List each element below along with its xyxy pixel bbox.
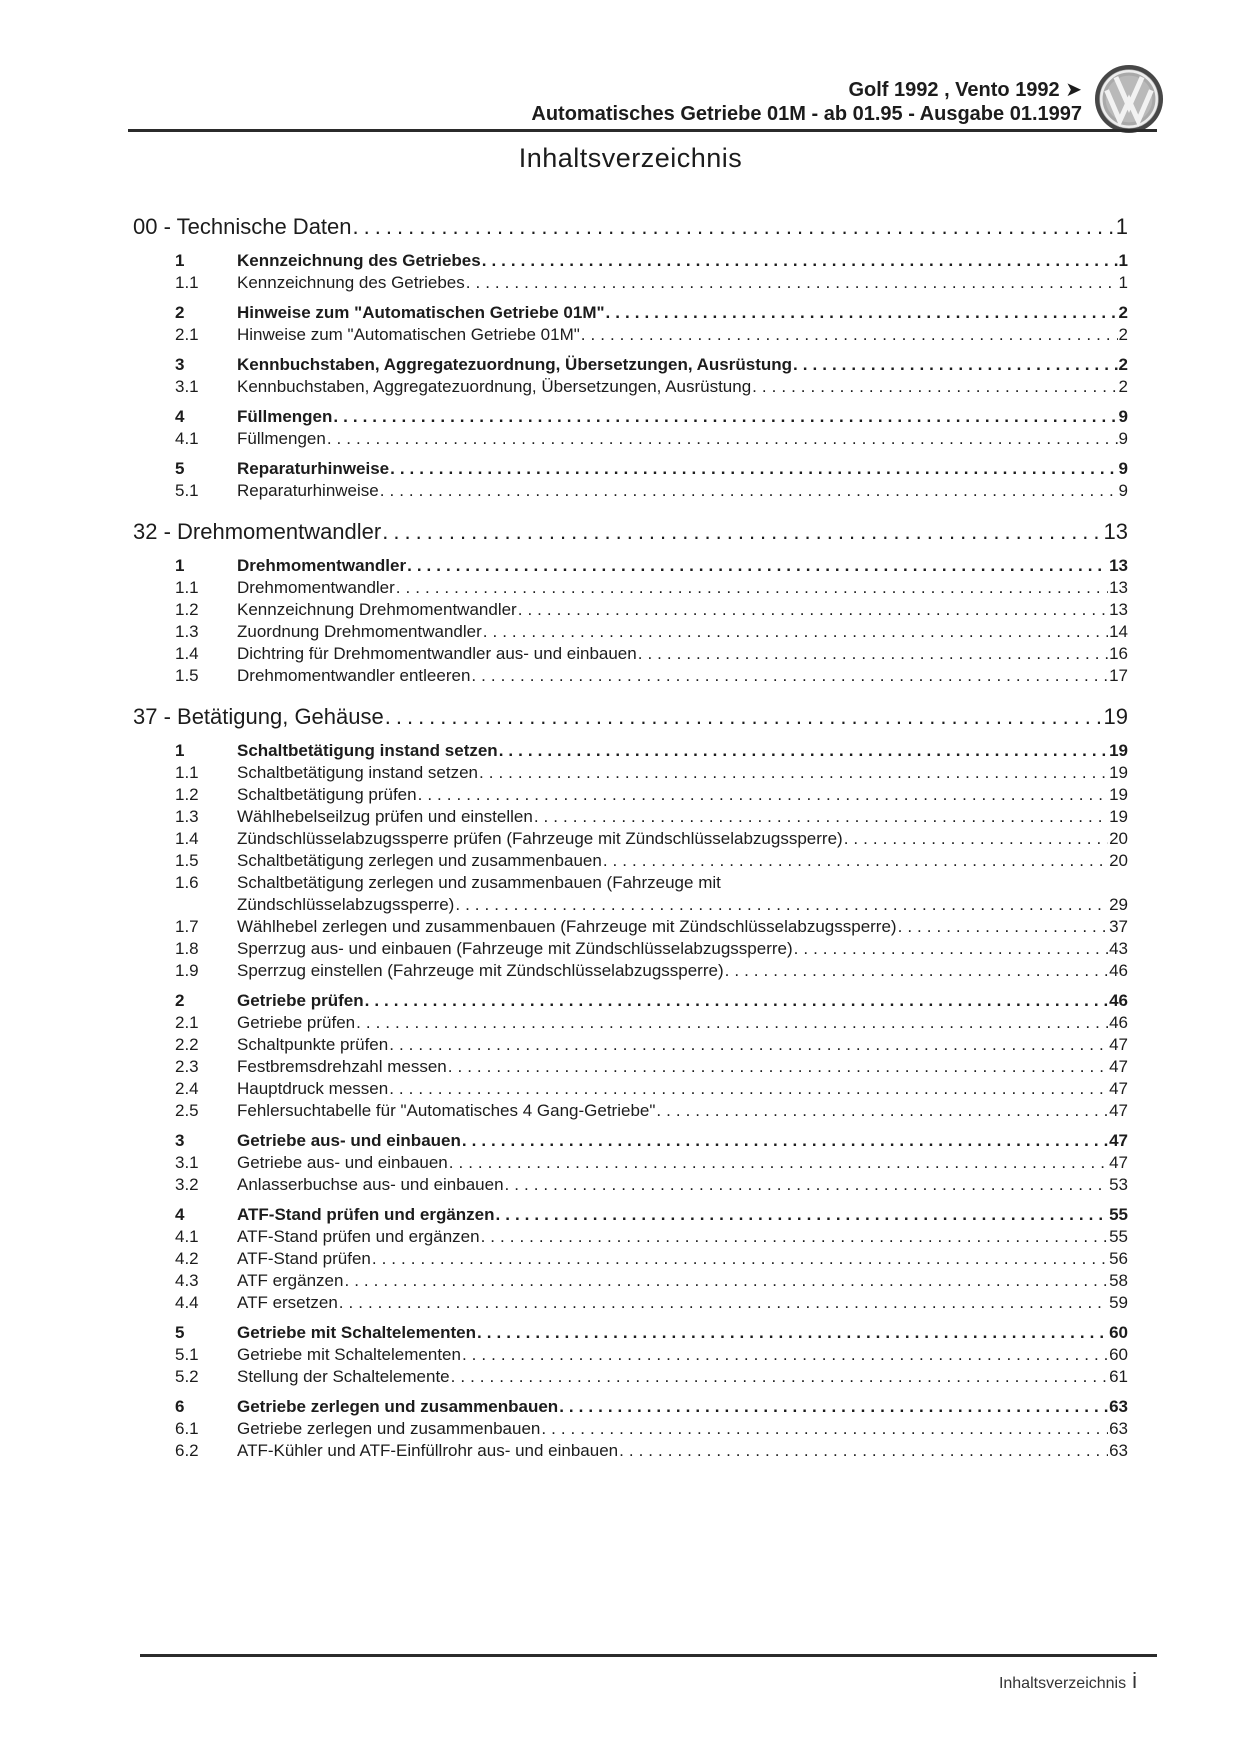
- entry-page-number: 47: [1109, 1035, 1128, 1054]
- toc-entry: [133, 1322, 1128, 1344]
- toc-entry: [133, 1270, 1128, 1292]
- entry-page-number: 53: [1109, 1175, 1128, 1194]
- entry-page-number: 20: [1109, 851, 1128, 870]
- entry-number: 1.9: [175, 961, 199, 980]
- toc-entry: [133, 555, 1128, 577]
- toc-section: [133, 213, 1128, 502]
- entry-title: Stellung der Schaltelemente: [237, 1367, 450, 1386]
- entry-number: 1.4: [175, 829, 199, 848]
- dot-leader: [389, 1078, 1108, 1100]
- toc-entry: [133, 828, 1128, 850]
- toc-entry: [133, 577, 1128, 599]
- entry-number: 1.3: [175, 622, 199, 641]
- entry-title: Kennzeichnung des Getriebes: [237, 273, 465, 292]
- entry-title: Getriebe prüfen: [237, 1013, 356, 1032]
- entry-page-number: 1: [1118, 251, 1128, 270]
- toc-entry: [133, 406, 1128, 428]
- footer-page-number: i: [1132, 1668, 1137, 1693]
- dot-leader: [390, 458, 1117, 480]
- entry-title: Reparaturhinweise: [237, 459, 390, 478]
- section-title: 00 - Technische Daten: [133, 214, 352, 239]
- dot-leader: [541, 1418, 1108, 1440]
- entry-title: Getriebe mit Schaltelementen: [237, 1323, 477, 1342]
- entry-title: Sperrzug einstellen (Fahrzeuge mit Zündschlüsselabzugssperre): [237, 961, 724, 980]
- entry-title: Kennbuchstaben, Aggregatezuordnung, Übersetzungen, Ausrüstung: [237, 377, 752, 396]
- entry-number: 4: [175, 407, 185, 426]
- entry-number: 1.7: [175, 917, 199, 936]
- entry-title: Hinweise zum "Automatischen Getriebe 01M": [237, 325, 580, 344]
- entry-title: Fehlersuchtabelle für "Automatisches 4 Gang-Getriebe": [237, 1101, 656, 1120]
- dot-leader: [339, 1292, 1108, 1314]
- entry-title: Kennbuchstaben, Aggregatezuordnung, Übersetzungen, Ausrüstung: [237, 355, 793, 374]
- entry-number: 2: [175, 991, 185, 1010]
- entry-title: Wählhebelseilzug prüfen und einstellen: [237, 807, 533, 826]
- entry-number: 2.1: [175, 1013, 199, 1032]
- toc-entry: [133, 428, 1128, 450]
- entry-page-number: 55: [1109, 1227, 1128, 1246]
- entry-title: Getriebe mit Schaltelementen: [237, 1345, 461, 1364]
- entry-title: Sperrzug aus- und einbauen (Fahrzeuge mit Zündschlüsselabzugssperre): [237, 939, 793, 958]
- entry-number: 2: [175, 303, 185, 322]
- entry-number: 6.2: [175, 1441, 199, 1460]
- entry-title: Drehmomentwandler: [237, 578, 395, 597]
- toc-section-header: [133, 703, 1128, 731]
- dot-leader: [448, 1056, 1108, 1078]
- entry-number: 4.1: [175, 1227, 199, 1246]
- toc-entry: [133, 1152, 1128, 1174]
- entry-page-number: 13: [1109, 578, 1128, 597]
- header-model-line: Golf 1992 , Vento 1992 ➤: [848, 79, 1082, 101]
- page-header: [531, 58, 1164, 128]
- footer-divider: [140, 1654, 1157, 1657]
- footer-label: Inhaltsverzeichnis: [998, 1675, 1127, 1692]
- entry-page-number: 2: [1118, 355, 1128, 374]
- entry-number: 2.3: [175, 1057, 199, 1076]
- entry-number: 1.1: [175, 763, 199, 782]
- entry-number: 3.2: [175, 1175, 199, 1194]
- entry-number: 1.3: [175, 807, 199, 826]
- entry-title: Füllmengen: [237, 429, 326, 448]
- dot-leader: [479, 762, 1108, 784]
- entry-page-number: 19: [1109, 741, 1128, 760]
- toc-entry: [133, 302, 1128, 324]
- entry-title: Festbremsdrehzahl messen: [237, 1057, 447, 1076]
- toc-entry: [133, 272, 1128, 294]
- entry-page-number: 59: [1109, 1293, 1128, 1312]
- dot-leader: [344, 1270, 1108, 1292]
- entry-number: 3.1: [175, 377, 199, 396]
- toc-entry: [133, 1078, 1128, 1100]
- dot-leader: [499, 740, 1108, 762]
- entry-title: Schaltbetätigung instand setzen: [237, 763, 479, 782]
- toc-entry: [133, 938, 1128, 960]
- entry-title: Hauptdruck messen: [237, 1079, 389, 1098]
- entry-number: 3.1: [175, 1153, 199, 1172]
- section-page-number: 13: [1103, 519, 1128, 544]
- dot-leader: [496, 1204, 1109, 1226]
- entry-page-number: 16: [1109, 644, 1128, 663]
- entry-page-number: 55: [1109, 1205, 1128, 1224]
- dot-leader: [793, 354, 1117, 376]
- toc-entry: [133, 872, 1128, 916]
- dot-leader: [466, 272, 1118, 294]
- toc-entry: [133, 1204, 1128, 1226]
- entry-title: Kennzeichnung des Getriebes: [237, 251, 481, 270]
- entry-title: Dichtring für Drehmomentwandler aus- und einbauen: [237, 644, 637, 663]
- dot-leader: [462, 1130, 1108, 1152]
- dot-leader: [462, 1344, 1108, 1366]
- toc-entry: [133, 806, 1128, 828]
- entry-number: 6: [175, 1397, 185, 1416]
- entry-title: Anlasserbuchse aus- und einbauen: [237, 1175, 504, 1194]
- dot-leader: [382, 518, 1102, 546]
- toc: [133, 213, 1128, 1462]
- entry-page-number: 9: [1118, 481, 1128, 500]
- vw-logo-icon: [1094, 64, 1164, 134]
- entry-page-number: 13: [1109, 600, 1128, 619]
- dot-leader: [477, 1322, 1108, 1344]
- entry-title: ATF-Stand prüfen und ergänzen: [237, 1205, 495, 1224]
- toc-entry: [133, 1130, 1128, 1152]
- dot-leader: [380, 480, 1118, 502]
- toc-entry: [133, 1248, 1128, 1270]
- dot-leader: [451, 1366, 1108, 1388]
- entry-number: 4: [175, 1205, 185, 1224]
- header-text: [531, 78, 1082, 128]
- entry-title: ATF ersetzen: [237, 1293, 338, 1312]
- entry-page-number: 47: [1109, 1153, 1128, 1172]
- entry-page-number: 19: [1109, 763, 1128, 782]
- section-page-number: 1: [1115, 214, 1128, 239]
- entry-page-number: 60: [1109, 1323, 1128, 1342]
- entry-page-number: 29: [1109, 895, 1128, 914]
- entry-page-number: 9: [1118, 407, 1128, 426]
- entry-page-number: 63: [1109, 1419, 1128, 1438]
- entry-page-number: 37: [1109, 917, 1128, 936]
- entry-number: 4.3: [175, 1271, 199, 1290]
- toc-entry: [133, 599, 1128, 621]
- dot-leader: [385, 703, 1103, 731]
- toc-entry: [133, 458, 1128, 480]
- toc-entry: [133, 850, 1128, 872]
- toc-entry: [133, 621, 1128, 643]
- entry-title: Schaltbetätigung zerlegen und zusammenbauen (Fahrzeuge mit: [237, 873, 721, 892]
- dot-leader: [389, 1034, 1108, 1056]
- entry-title: Schaltbetätigung prüfen: [237, 785, 417, 804]
- entry-number: 1: [175, 251, 185, 270]
- dot-leader: [638, 643, 1108, 665]
- entry-page-number: 47: [1109, 1101, 1128, 1120]
- dot-leader: [482, 250, 1118, 272]
- entry-number: 3: [175, 1131, 185, 1150]
- dot-leader: [844, 828, 1108, 850]
- dot-leader: [534, 806, 1108, 828]
- entry-title: Kennzeichnung Drehmomentwandler: [237, 600, 517, 619]
- entry-number: 1.6: [175, 873, 199, 892]
- toc-entry: [133, 762, 1128, 784]
- toc-entry: [133, 1366, 1128, 1388]
- entry-title: Zündschlüsselabzugssperre prüfen (Fahrzeuge mit Zündschlüsselabzugssperre): [237, 829, 843, 848]
- entry-title: Füllmengen: [237, 407, 333, 426]
- entry-title: ATF-Kühler und ATF-Einfüllrohr aus- und einbauen: [237, 1441, 619, 1460]
- dot-leader: [365, 990, 1108, 1012]
- entry-title: ATF-Stand prüfen und ergänzen: [237, 1227, 480, 1246]
- toc-section-header: [133, 213, 1128, 241]
- toc-entry: [133, 643, 1128, 665]
- dot-leader: [418, 784, 1108, 806]
- toc-entry: [133, 990, 1128, 1012]
- entry-page-number: 2: [1118, 303, 1128, 322]
- toc-section: [133, 703, 1128, 1462]
- entry-number: 4.1: [175, 429, 199, 448]
- entry-number: 2.1: [175, 325, 199, 344]
- toc-entry: [133, 250, 1128, 272]
- toc-entry: [133, 1396, 1128, 1418]
- entry-page-number: 63: [1109, 1397, 1128, 1416]
- dot-leader: [581, 324, 1118, 346]
- dot-leader: [606, 302, 1118, 324]
- entry-number: 5.1: [175, 481, 199, 500]
- toc-section-header: [133, 518, 1128, 546]
- dot-leader: [481, 1226, 1109, 1248]
- entry-page-number: 9: [1118, 459, 1128, 478]
- toc-entry: [133, 916, 1128, 938]
- entry-page-number: 19: [1109, 807, 1128, 826]
- entry-page-number: 20: [1109, 829, 1128, 848]
- entry-number: 1.1: [175, 273, 199, 292]
- entry-number: 5.2: [175, 1367, 199, 1386]
- entry-title: Reparaturhinweise: [237, 481, 379, 500]
- dot-leader: [356, 1012, 1108, 1034]
- toc-entry: [133, 1174, 1128, 1196]
- dot-leader: [559, 1396, 1108, 1418]
- entry-number: 1.2: [175, 600, 199, 619]
- header-divider: [128, 129, 1157, 132]
- dot-leader: [396, 577, 1108, 599]
- dot-leader: [372, 1248, 1108, 1270]
- entry-page-number: 63: [1109, 1441, 1128, 1460]
- entry-page-number: 14: [1109, 622, 1128, 641]
- entry-number: 1: [175, 556, 185, 575]
- entry-number: 2.2: [175, 1035, 199, 1054]
- entry-title: ATF ergänzen: [237, 1271, 344, 1290]
- dot-leader: [455, 894, 1108, 916]
- dot-leader: [725, 960, 1108, 982]
- toc-entry: [133, 480, 1128, 502]
- entry-title: Getriebe zerlegen und zusammenbauen: [237, 1419, 541, 1438]
- entry-page-number: 46: [1109, 961, 1128, 980]
- dot-leader: [794, 938, 1108, 960]
- entry-number: 4.4: [175, 1293, 199, 1312]
- toc-entry: [133, 1012, 1128, 1034]
- toc-entry: [133, 1034, 1128, 1056]
- section-title: 37 - Betätigung, Gehäuse: [133, 704, 384, 729]
- entry-number: 2.4: [175, 1079, 199, 1098]
- entry-number: 1.1: [175, 578, 199, 597]
- entry-title: Getriebe aus- und einbauen: [237, 1153, 448, 1172]
- toc-entry: [133, 1226, 1128, 1248]
- section-title: 32 - Drehmomentwandler: [133, 519, 382, 544]
- entry-title: Getriebe zerlegen und zusammenbauen: [237, 1397, 559, 1416]
- toc-entry: [133, 1292, 1128, 1314]
- entry-number: 5: [175, 1323, 185, 1342]
- toc-entry: [133, 1100, 1128, 1122]
- dot-leader: [327, 428, 1118, 450]
- entry-title: Getriebe prüfen: [237, 991, 364, 1010]
- dot-leader: [483, 621, 1108, 643]
- section-page-number: 19: [1103, 704, 1128, 729]
- entry-title: Drehmomentwandler: [237, 556, 407, 575]
- header-subject-line: Automatisches Getriebe 01M - ab 01.95 - Ausgabe 01.1997: [531, 103, 1082, 125]
- page-title: Inhaltsverzeichnis: [518, 143, 743, 173]
- toc-entry: [133, 354, 1128, 376]
- entry-page-number: 47: [1109, 1131, 1128, 1150]
- entry-title: Wählhebel zerlegen und zusammenbauen (Fahrzeuge mit Zündschlüsselabzugssperre): [237, 917, 897, 936]
- entry-number: 5.1: [175, 1345, 199, 1364]
- toc-entry: [133, 324, 1128, 346]
- dot-leader: [505, 1174, 1109, 1196]
- entry-number: 1.8: [175, 939, 199, 958]
- entry-title: Schaltbetätigung zerlegen und zusammenbauen: [237, 851, 602, 870]
- dot-leader: [619, 1440, 1108, 1462]
- toc-entry: [133, 665, 1128, 687]
- toc-entry: [133, 1418, 1128, 1440]
- entry-page-number: 60: [1109, 1345, 1128, 1364]
- entry-page-number: 19: [1109, 785, 1128, 804]
- dot-leader: [353, 213, 1115, 241]
- entry-page-number: 2: [1118, 377, 1128, 396]
- entry-title: Hinweise zum "Automatischen Getriebe 01M": [237, 303, 605, 322]
- dot-leader: [407, 555, 1108, 577]
- entry-number: 1: [175, 741, 185, 760]
- entry-title: Zuordnung Drehmomentwandler: [237, 622, 482, 641]
- entry-number: 5: [175, 459, 185, 478]
- dot-leader: [518, 599, 1108, 621]
- entry-title: Drehmomentwandler entleeren: [237, 666, 471, 685]
- entry-number: 1.4: [175, 644, 199, 663]
- page-footer: [999, 1668, 1137, 1694]
- entry-page-number: 47: [1109, 1057, 1128, 1076]
- entry-page-number: 43: [1109, 939, 1128, 958]
- dot-leader: [471, 665, 1108, 687]
- entry-page-number: 58: [1109, 1271, 1128, 1290]
- toc-entry: [133, 784, 1128, 806]
- entry-title-continuation: Zündschlüsselabzugssperre): [237, 895, 455, 914]
- toc-entry: [133, 1344, 1128, 1366]
- toc-entry: [133, 1440, 1128, 1462]
- entry-page-number: 47: [1109, 1079, 1128, 1098]
- toc-entry: [133, 1056, 1128, 1078]
- entry-page-number: 61: [1109, 1367, 1128, 1386]
- entry-title: ATF-Stand prüfen: [237, 1249, 371, 1268]
- entry-page-number: 1: [1118, 273, 1128, 292]
- dot-leader: [898, 916, 1108, 938]
- entry-page-number: 56: [1109, 1249, 1128, 1268]
- entry-title: Schaltbetätigung instand setzen: [237, 741, 498, 760]
- entry-number: 2.5: [175, 1101, 199, 1120]
- entry-page-number: 46: [1109, 991, 1128, 1010]
- dot-leader: [333, 406, 1117, 428]
- entry-number: 4.2: [175, 1249, 199, 1268]
- entry-page-number: 2: [1118, 325, 1128, 344]
- entry-title: Getriebe aus- und einbauen: [237, 1131, 461, 1150]
- entry-number: 6.1: [175, 1419, 199, 1438]
- toc-entry: [133, 960, 1128, 982]
- dot-leader: [656, 1100, 1108, 1122]
- entry-title-block: [237, 872, 1128, 916]
- entry-page-number: 17: [1109, 666, 1128, 685]
- entry-page-number: 46: [1109, 1013, 1128, 1032]
- entry-number: 3: [175, 355, 185, 374]
- dot-leader: [752, 376, 1117, 398]
- dot-leader: [603, 850, 1108, 872]
- entry-number: 1.5: [175, 851, 199, 870]
- dot-leader: [449, 1152, 1108, 1174]
- entry-page-number: 13: [1109, 556, 1128, 575]
- entry-title: Schaltpunkte prüfen: [237, 1035, 389, 1054]
- toc-entry: [133, 376, 1128, 398]
- entry-page-number: 9: [1118, 429, 1128, 448]
- toc-entry: [133, 740, 1128, 762]
- entry-number: 1.2: [175, 785, 199, 804]
- entry-number: 1.5: [175, 666, 199, 685]
- toc-section: [133, 518, 1128, 687]
